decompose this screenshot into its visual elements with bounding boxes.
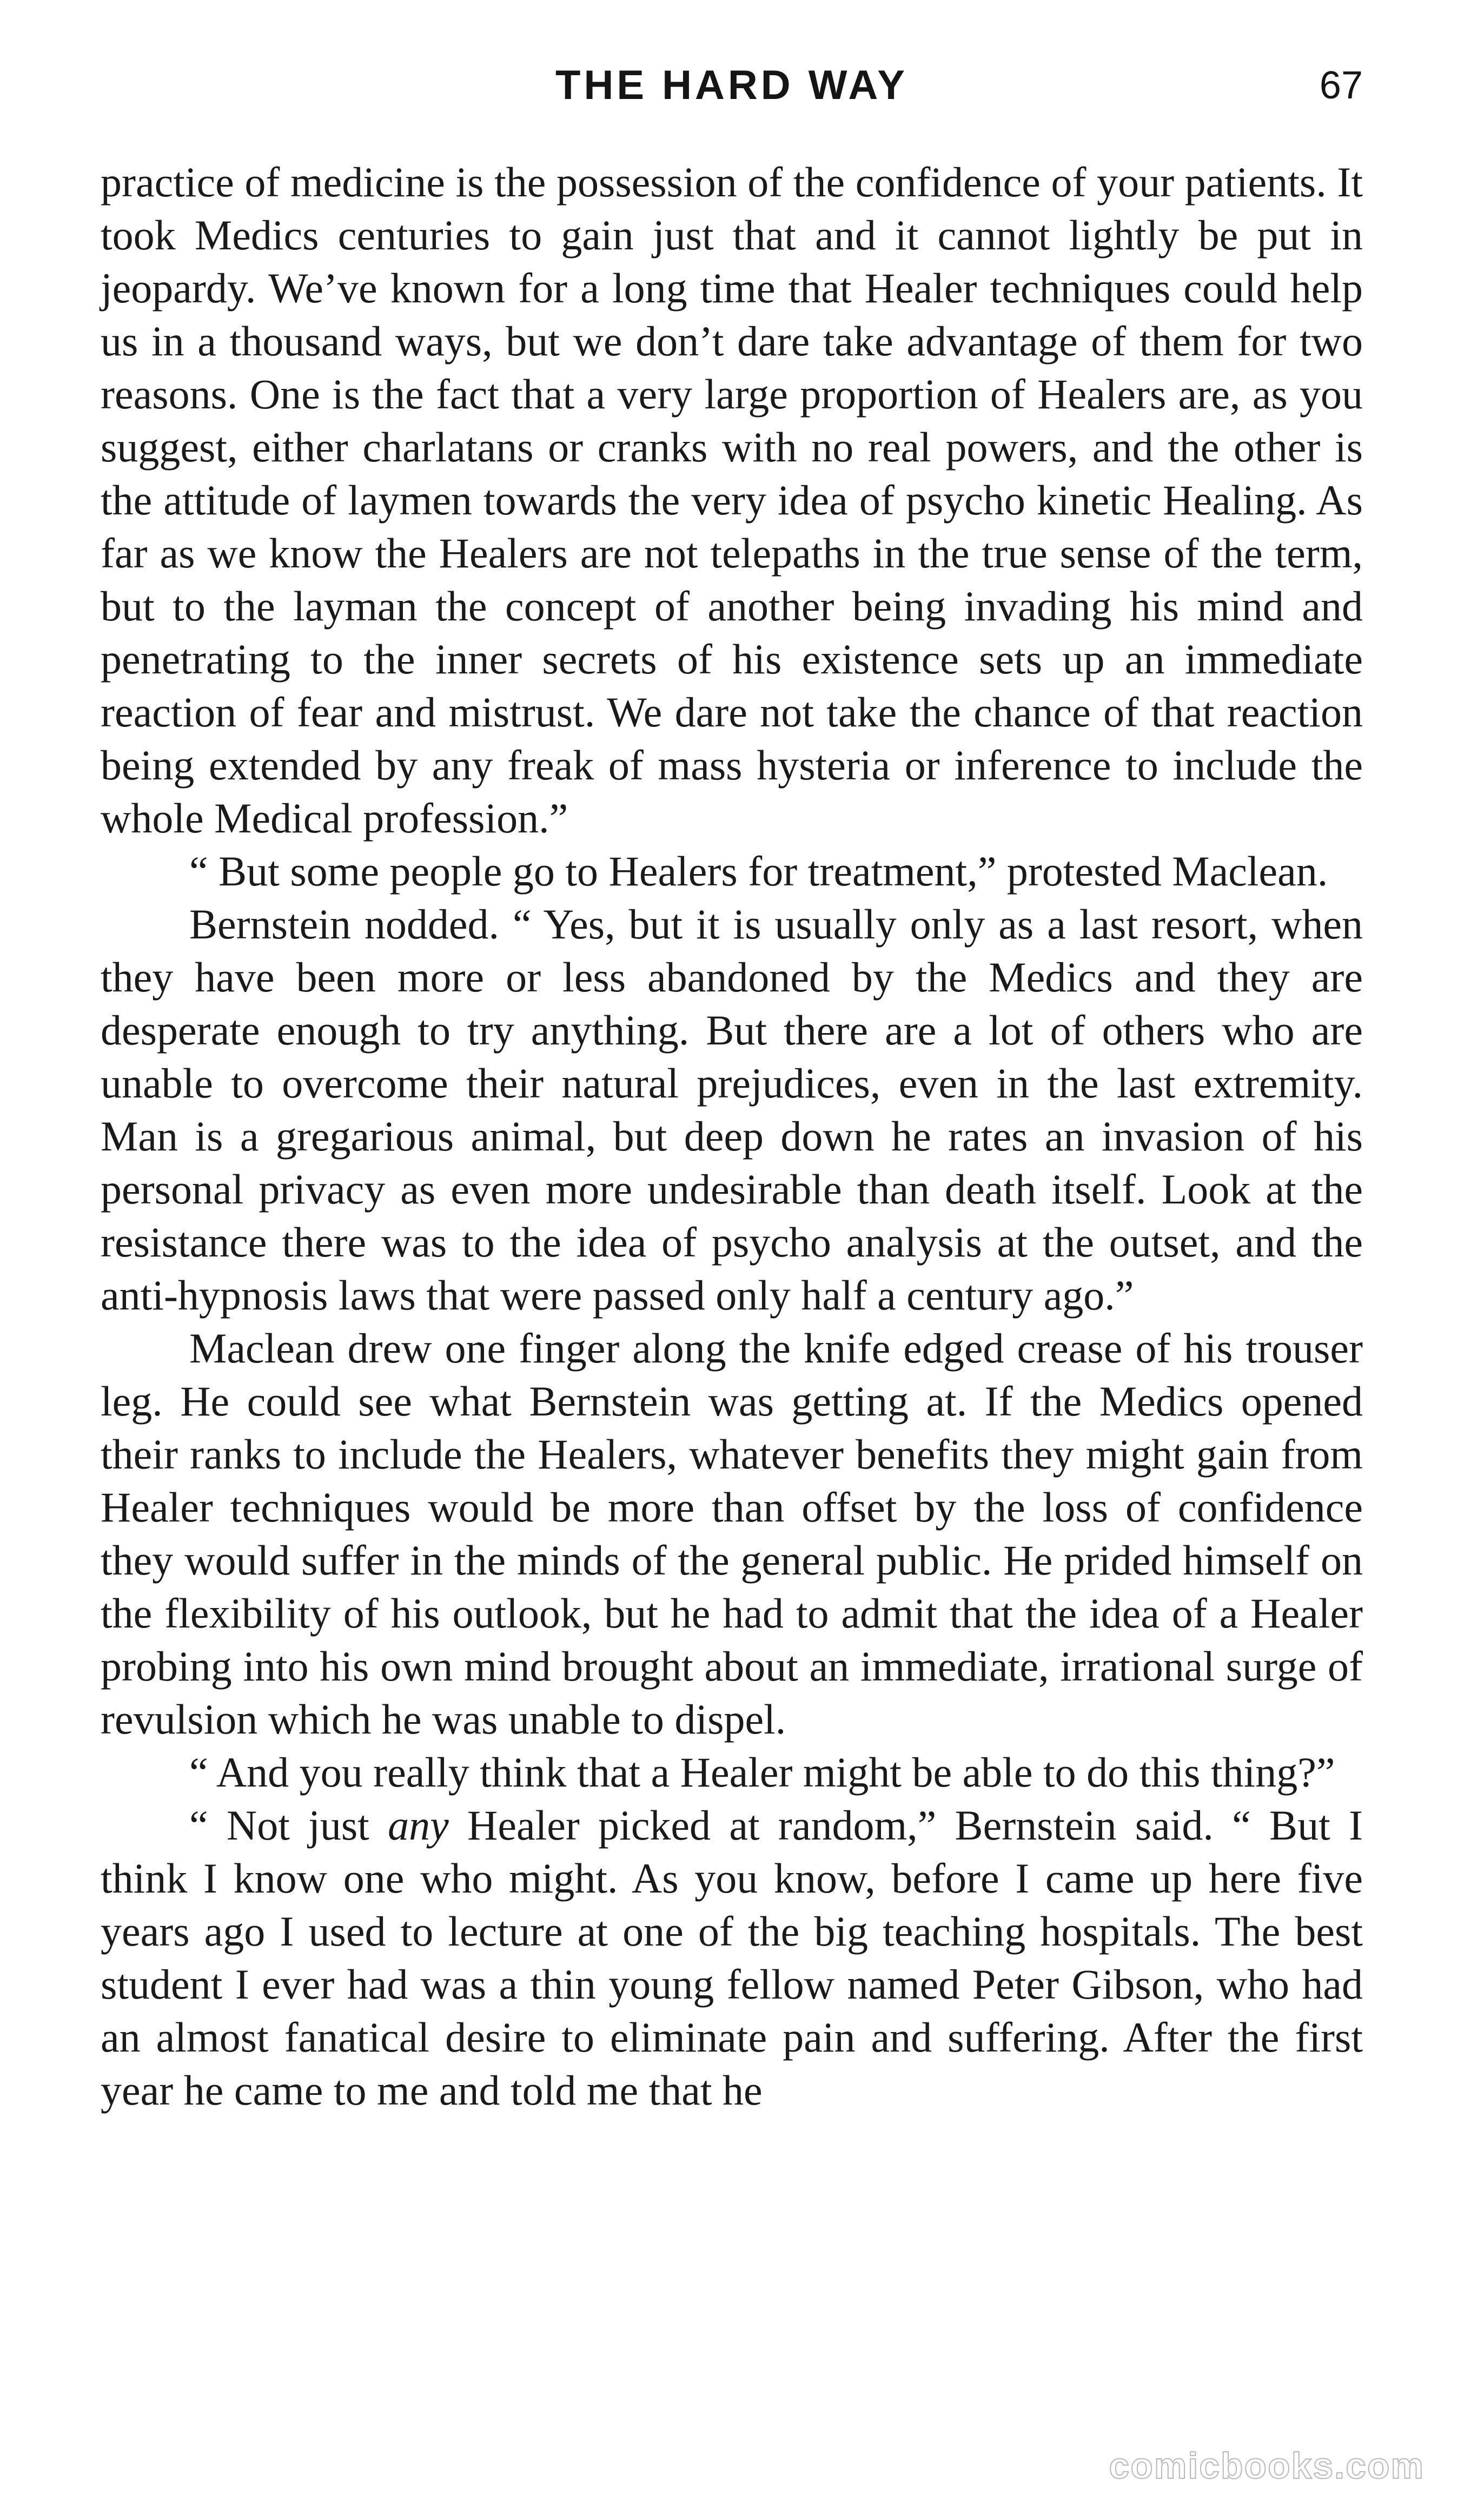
- running-head: [101, 58, 1363, 118]
- watermark: comicbooks.com: [1109, 2445, 1425, 2486]
- paragraph-4: Maclean drew one finger along the knife edged crease of his trouser leg. He could see what Bernstein was getting at. If the Medics opened their ranks to include the Healers, whatever benefits they might gain from Healer techniques would be more than offset by the loss of confidence they would suffer in the minds of the general public. He prided himself on the flexibility of his outlook, but he had to admit that the idea of a Healer probing into his own mind brought about an immediate, irrational surge of revulsion which he was unable to dispel.: [101, 1325, 1363, 1743]
- paragraph-6-rest: Healer picked at random,” Bernstein said. “ But I think I know one who might. As you know, before I came up here five years ago I used to lecture at one of the big teaching hospitals. The best student I ever had was a thin young fellow named Peter Gibson, who had an almost fanatical desire to eliminate pain and suffering. After the first year he came to me and told me that he: [101, 1802, 1363, 2114]
- paragraph-1: practice of medicine is the possession of the confidence of your patients. It took Medics centuries to gain just that and it cannot lightly be put in jeopardy. We’ve known for a long time that Healer techniques could help us in a thousand ways, but we don’t dare take advantage of them for two reasons. One is the fact that a very large proportion of Healers are, as you suggest, either charlatans or cranks with no real powers, and the other is the attitude of laymen towards the very idea of psycho kinetic Healing. As far as we know the Healers are not telepaths in the true sense of the term, but to the layman the concept of another being invading his mind and penetrating to the inner secrets of his existence sets up an immediate reaction of fear and mistrust. We dare not take the chance of that reaction being extended by any freak of mass hysteria or inference to include the whole Medical profession.”: [101, 158, 1363, 842]
- paragraph-2: “ But some people go to Healers for treatment,” protested Maclean.: [189, 848, 1328, 895]
- body-text: [101, 156, 1363, 2117]
- running-title: THE HARD WAY: [555, 62, 908, 108]
- paragraph-6: [101, 1799, 1363, 2117]
- paragraph-6-italic: any: [388, 1802, 449, 1849]
- paragraph-5: “ And you really think that a Healer might be able to do this thing?”: [189, 1749, 1335, 1796]
- paragraph-3: Bernstein nodded. “ Yes, but it is usually only as a last resort, when they have been more or less abandoned by the Medics and they are desperate enough to try anything. But there are a lot of others who are unable to overcome their natural prejudices, even in the last extremity. Man is a gregarious animal, but deep down he rates an invasion of his personal privacy as even more undesirable than death itself. Look at the resistance there was to the idea of psycho analysis at the outset, and the anti-hypnosis laws that were passed only half a century ago.”: [101, 901, 1363, 1319]
- paragraph-6-start: “ Not just: [189, 1802, 388, 1849]
- page-number: 67: [1319, 64, 1363, 107]
